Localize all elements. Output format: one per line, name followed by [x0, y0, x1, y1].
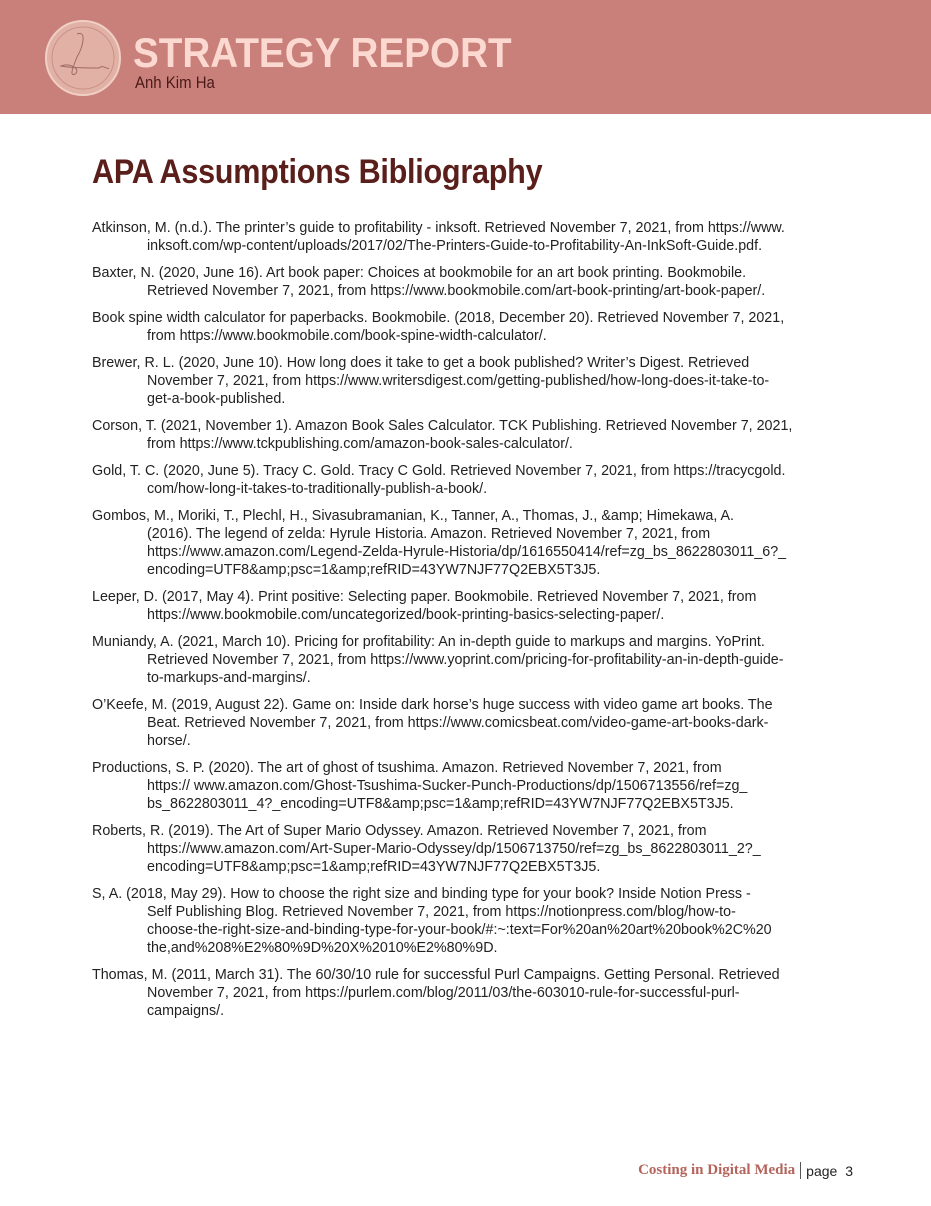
- signature-logo-icon: [45, 20, 121, 96]
- footer-page-number: 3: [845, 1162, 853, 1179]
- entry-line: https://www.amazon.com/Legend-Zelda-Hyrule-Historia/dp/1616550414/ref=zg_bs_8622803011_6?_: [147, 544, 787, 560]
- page-heading: APA Assumptions Bibliography: [92, 153, 543, 191]
- entry-line: get-a-book-published.: [147, 391, 286, 407]
- report-title: STRATEGY REPORT: [133, 29, 512, 76]
- entry-line: to-markups-and-margins/.: [147, 670, 311, 686]
- entry-line: https://www.bookmobile.com/uncategorized/book-printing-basics-selecting-paper/.: [147, 607, 665, 623]
- bibliography-entry: [92, 219, 852, 255]
- entry-line: Roberts, R. (2019). The Art of Super Mario Odyssey. Amazon. Retrieved November 7, 2021, from: [92, 823, 707, 839]
- bibliography-entry: [92, 759, 852, 813]
- entry-line: encoding=UTF8&amp;psc=1&amp;refRID=43YW7NJF77Q2EBX5T3J5.: [147, 859, 601, 875]
- footer-divider: [800, 1162, 801, 1179]
- entry-line: Baxter, N. (2020, June 16). Art book paper: Choices at bookmobile for an art book printing. Bookmobile.: [92, 265, 747, 281]
- entry-line: from https://www.tckpublishing.com/amazon-book-sales-calculator/.: [147, 436, 573, 452]
- entry-line: Corson, T. (2021, November 1). Amazon Book Sales Calculator. TCK Publishing. Retrieved November 7, 2021,: [92, 418, 793, 434]
- entry-line: Gombos, M., Moriki, T., Plechl, H., Sivasubramanian, K., Tanner, A., Thomas, J., &amp; Himekawa, A.: [92, 508, 735, 524]
- entry-line: choose-the-right-size-and-binding-type-for-your-book/#:~:text=For%20an%20art%20book%2C%20: [147, 922, 772, 938]
- entry-line: Gold, T. C. (2020, June 5). Tracy C. Gold. Tracy C Gold. Retrieved November 7, 2021, from https://tracycgold.: [92, 463, 786, 479]
- author-name: Anh Kim Ha: [135, 73, 215, 92]
- entry-line: Retrieved November 7, 2021, from https://www.yoprint.com/pricing-for-profitability-an-in-depth-guide-: [147, 652, 784, 668]
- entry-line: Leeper, D. (2017, May 4). Print positive: Selecting paper. Bookmobile. Retrieved November 7, 2021, from: [92, 589, 757, 605]
- entry-line: Brewer, R. L. (2020, June 10). How long does it take to get a book published? Writer’s Digest. Retrieved: [92, 355, 750, 371]
- entry-line: S, A. (2018, May 29). How to choose the right size and binding type for your book? Inside Notion Press -: [92, 886, 751, 902]
- page-footer: [638, 1162, 853, 1179]
- entry-line: the,and%208%E2%80%9D%20X%2010%E2%80%9D.: [147, 940, 498, 956]
- entry-line: from https://www.bookmobile.com/book-spine-width-calculator/.: [147, 328, 547, 344]
- bibliography-entry: [92, 507, 852, 579]
- entry-line: Thomas, M. (2011, March 31). The 60/30/10 rule for successful Purl Campaigns. Getting Personal. Retrieved: [92, 967, 780, 983]
- entry-line: encoding=UTF8&amp;psc=1&amp;refRID=43YW7NJF77Q2EBX5T3J5.: [147, 562, 601, 578]
- bibliography-entry: [92, 462, 852, 498]
- bibliography-list: [92, 219, 852, 1029]
- entry-line: Productions, S. P. (2020). The art of ghost of tsushima. Amazon. Retrieved November 7, 2021, from: [92, 760, 722, 776]
- bibliography-entry: [92, 696, 852, 750]
- entry-line: bs_8622803011_4?_encoding=UTF8&amp;psc=1&amp;refRID=43YW7NJF77Q2EBX5T3J5.: [147, 796, 734, 812]
- entry-line: Beat. Retrieved November 7, 2021, from https://www.comicsbeat.com/video-game-art-books-dark-: [147, 715, 769, 731]
- bibliography-entry: [92, 309, 852, 345]
- bibliography-entry: [92, 264, 852, 300]
- bibliography-entry: [92, 822, 852, 876]
- header-banner: [0, 0, 931, 114]
- footer-page-label: page: [806, 1162, 838, 1179]
- entry-line: https://www.amazon.com/Art-Super-Mario-Odyssey/dp/1506713750/ref=zg_bs_8622803011_2?_: [147, 841, 761, 857]
- entry-line: November 7, 2021, from https://www.writersdigest.com/getting-published/how-long-does-it-take-to-: [147, 373, 770, 389]
- bibliography-entry: [92, 885, 852, 957]
- entry-line: campaigns/.: [147, 1003, 225, 1019]
- entry-line: Self Publishing Blog. Retrieved November 7, 2021, from https://notionpress.com/blog/how-to-: [147, 904, 736, 920]
- entry-line: (2016). The legend of zelda: Hyrule Historia. Amazon. Retrieved November 7, 2021, from: [147, 526, 711, 542]
- entry-line: https:// www.amazon.com/Ghost-Tsushima-Sucker-Punch-Productions/dp/1506713556/ref=zg_: [147, 778, 748, 794]
- entry-line: Retrieved November 7, 2021, from https://www.bookmobile.com/art-book-printing/art-book-paper/.: [147, 283, 766, 299]
- entry-line: O’Keefe, M. (2019, August 22). Game on: Inside dark horse’s huge success with video game art books. The: [92, 697, 773, 713]
- entry-line: com/how-long-it-takes-to-traditionally-publish-a-book/.: [147, 481, 488, 497]
- entry-line: inksoft.com/wp-content/uploads/2017/02/The-Printers-Guide-to-Profitability-An-InkSoft-Guide.pdf.: [147, 238, 763, 254]
- entry-line: Muniandy, A. (2021, March 10). Pricing for profitability: An in-depth guide to markups and margins. YoPrint.: [92, 634, 765, 650]
- footer-document-title: Costing in Digital Media: [638, 1162, 796, 1178]
- entry-line: November 7, 2021, from https://purlem.com/blog/2011/03/the-603010-rule-for-successful-purl-: [147, 985, 740, 1001]
- entry-line: Book spine width calculator for paperbacks. Bookmobile. (2018, December 20). Retrieved November 7, 2021,: [92, 310, 785, 326]
- bibliography-entry: [92, 966, 852, 1020]
- entry-line: horse/.: [147, 733, 191, 749]
- bibliography-entry: [92, 588, 852, 624]
- bibliography-entry: [92, 417, 852, 453]
- bibliography-entry: [92, 633, 852, 687]
- entry-line: Atkinson, M. (n.d.). The printer’s guide to profitability - inksoft. Retrieved November 7, 2021, from https://www.: [92, 220, 785, 236]
- bibliography-entry: [92, 354, 852, 408]
